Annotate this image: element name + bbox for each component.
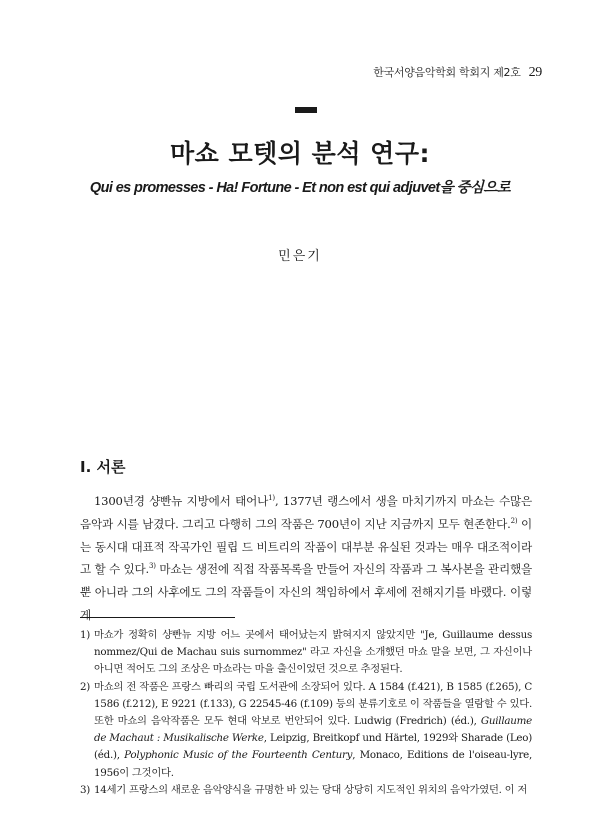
footnotes (80, 627, 532, 799)
footnote-number: 1) (80, 629, 91, 641)
journal-name: 한국서양음악학회 학회지 제2호 (373, 66, 521, 79)
italic-title: Polyphonic Music of the Fourteenth Century (124, 749, 353, 762)
footnote-text: 마쇼가 정확히 샹빤뉴 지방 어느 곳에서 태어났는지 밝혀지지 않았지만 "Je, Guillaume dessus nommez/Qui de Machau suis surnommez" 라고 자신을 소개했던 마쇼 말을 보면, 그 자신이나 아니면 적어도 그의 조상은 마쇼라는 마을 출신이었던 것으로 추정된다. (94, 629, 532, 676)
title-decoration-bar (295, 107, 317, 113)
article-title: 마쇼 모텟의 분석 연구: (170, 139, 430, 168)
footnote-separator (80, 617, 235, 618)
text-run: 마쇼는 생전에 직접 작품목록을 만들어 자신의 작품과 그 복사본을 관리했을 뿐 아니라 그의 사후에도 그의 작품들이 자신의 책임하에서 후세에 전해지기를 바랬다. 이렇게 (80, 562, 532, 622)
footnote-number: 2) (80, 680, 91, 693)
footnote-ref-1: 1) (268, 494, 275, 503)
text-run: , Monaco, Editions de l'oiseau-lyre, 1956이 그것이다. (94, 749, 532, 779)
footnote-1 (80, 627, 532, 679)
text-run: 1300년경 샹빤뉴 지방에서 태어나 (94, 494, 269, 508)
footnote-number: 3) (80, 783, 91, 796)
page-number: 29 (528, 65, 542, 80)
footnote-text (94, 679, 532, 782)
italic-title: Guillaume de Machaut : Musikalische Werke (94, 715, 532, 745)
footnote-ref-3: 3) (149, 562, 156, 571)
footnote-2 (80, 679, 532, 782)
running-header (373, 64, 542, 81)
article-author: 민은기 (278, 249, 322, 264)
article-subtitle: Qui es promesses - Ha! Fortune - Et non est qui adjuvet을 중심으로 (89, 180, 511, 196)
text-run: 이는 동시대 대표적 작곡가인 필립 드 비트리의 작품이 대부분 유실된 것과는 매우 대조적이라고 할 수 있다. (80, 516, 532, 577)
section-heading: I. 서론 (80, 458, 126, 476)
footnote-3 (80, 782, 532, 799)
body-paragraph (80, 490, 532, 627)
footnote-text: 14세기 프랑스의 새로운 음악양식을 규명한 바 있는 당대 상당히 지도적인 위치의 음악가였던. 이 저 (94, 783, 528, 796)
text-run: , Leipzig, Breitkopf und Härtel, 1929와 Sharade (Leo) (éd.), (94, 732, 532, 762)
paragraph (80, 490, 532, 627)
text-run: , 1377년 랭스에서 생을 마치기까지 마쇼는 수많은 음악과 시를 남겼다. 그리고 다행히 그의 작품은 700년이 지난 지금까지 모두 현존한다. (80, 494, 532, 531)
footnote-ref-2: 2) (510, 516, 518, 525)
text-run: 마쇼의 전 작품은 프랑스 빠리의 국립 도서관에 소장되어 있다. A 1584 (f.421), B 1585 (f.265), C 1586 (f.212), E 9221 (f.133), G 22545-46 (f.109) 등의 분류기호로 이 작품들을 열람할 수 있다. 또한 마쇼의 음악작품은 모두 현대 악보로 번안되어 있다. Ludwig (Fredrich) (éd.), (94, 680, 532, 728)
